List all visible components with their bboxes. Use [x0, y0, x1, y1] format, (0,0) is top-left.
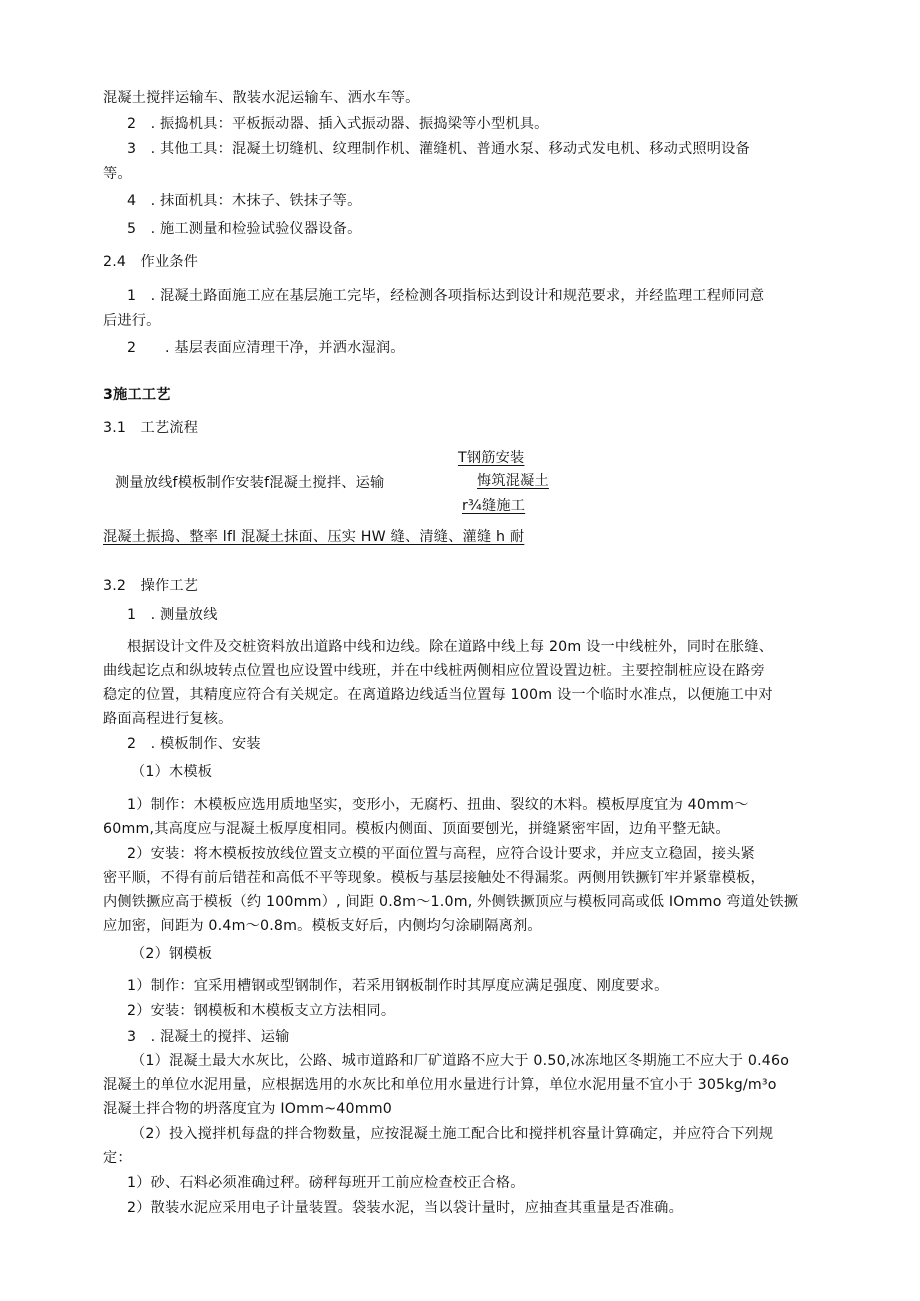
flow-step: r¾缝施工 — [462, 498, 526, 514]
paragraph-line: 路面高程进行复核。 — [103, 711, 233, 727]
section-heading: 3.1 工艺流程 — [103, 420, 199, 436]
text-line: 后进行。 — [103, 313, 161, 329]
paragraph-line: 内侧铁撅应高于模板（约 100mm）, 间距 0.8m～1.0m, 外侧铁撅顶应与模板同高或低 IOmmo 弯道处铁撅 — [103, 894, 799, 910]
sub-heading: （1）木模板 — [131, 764, 213, 780]
list-item: 2 . 振捣机具：平板振动器、插入式振动器、振捣梁等小型机具。 — [127, 116, 549, 132]
paragraph-line: 混凝土拌合物的坍落度宜为 IOmm~40mm0 — [103, 1101, 392, 1117]
paragraph-line: 2）安装：将木模板按放线位置支立模的平面位置与高程，应符合设计要求，并应支立稳固，接头紧 — [127, 846, 755, 862]
paragraph-line: 根据设计文件及交桩资料放出道路中线和边线。除在道路中线上每 20m 设一中线桩外，同时在胀缝、 — [127, 639, 774, 655]
paragraph-line: 应加密，间距为 0.4m～0.8m。模板支好后，内侧均匀涂刷隔离剂。 — [103, 918, 542, 934]
list-item: 1 . 测量放线 — [127, 607, 218, 623]
chapter-heading: 3施工工艺 — [103, 387, 171, 403]
flow-step: 测量放线f模板制作安装f混凝土搅拌、运输 — [115, 475, 385, 491]
flow-step: 混凝土振捣、整率 lfl 混凝土抹面、压实 HW 缝、清缝、灌缝 h 耐 — [103, 529, 525, 545]
list-item: 2 . 基层表面应清理干净，并洒水湿润。 — [127, 340, 405, 356]
paragraph-line: 定： — [103, 1150, 132, 1166]
list-item: 4 . 抹面机具：木抹子、铁抹子等。 — [127, 193, 362, 209]
text-line: 混凝土搅拌运输车、散装水泥运输车、洒水车等。 — [103, 90, 420, 106]
section-heading: 2.4 作业条件 — [103, 254, 199, 270]
list-item: 2 . 模板制作、安装 — [127, 736, 261, 752]
list-item: 1 . 混凝土路面施工应在基层施工完毕，经检测各项指标达到设计和规范要求，并经监理工程师同意 — [127, 288, 765, 304]
paragraph-line: 1）砂、石料必须准确过秤。磅秤每班开工前应检查校正合格。 — [127, 1175, 525, 1191]
paragraph-line: 2）散装水泥应采用电子计量装置。袋装水泥，当以袋计量时，应抽查其重量是否准确。 — [127, 1200, 683, 1216]
flow-step: 悔筑混凝土 — [477, 473, 549, 489]
paragraph-line: 密平顺，不得有前后错茬和高低不平等现象。模板与基层接触处不得漏浆。两侧用铁撅钉牢并紧靠模板， — [103, 870, 765, 886]
paragraph-line: 混凝土的单位水泥用量，应根据选用的水灰比和单位用水量进行计算，单位水泥用量不宜小于 305kg∕m³o — [103, 1077, 777, 1093]
flow-step: T钢筋安装 — [458, 450, 525, 466]
sub-heading: （2）钢模板 — [131, 946, 213, 962]
list-item: 5 . 施工测量和检验试验仪器设备。 — [127, 221, 362, 237]
text-line: 等。 — [103, 166, 132, 182]
paragraph-line: 60mm,其高度应与混凝土板厚度相同。模板内侧面、顶面要刨光，拼缝紧密牢固，边角平整无缺。 — [103, 821, 730, 837]
paragraph-line: 2）安装：钢模板和木模板支立方法相同。 — [127, 1003, 396, 1019]
paragraph-line: 曲线起讫点和纵坡转点位置也应设置中线班，并在中线桩两侧相应位置设置边桩。主要控制桩应设在路旁 — [103, 663, 765, 679]
paragraph-line: （1）混凝土最大水灰比，公路、城市道路和厂矿道路不应大于 0.50,冰冻地区冬期施工不应大于 0.46o — [131, 1053, 790, 1069]
paragraph-line: （2）投入搅拌机每盘的拌合物数量，应按混凝土施工配合比和搅拌机容量计算确定，并应符合下列规 — [131, 1126, 774, 1142]
section-heading: 3.2 操作工艺 — [103, 578, 199, 594]
paragraph-line: 1）制作：宜采用槽钢或型钢制作，若采用钢板制作时其厚度应满足强度、刚度要求。 — [127, 978, 669, 994]
paragraph-line: 1）制作：木模板应选用质地坚实，变形小，无腐朽、扭曲、裂纹的木料。模板厚度宜为 40mm～ — [127, 797, 749, 813]
list-item: 3 . 混凝土的搅拌、运输 — [127, 1029, 290, 1045]
paragraph-line: 稳定的位置，其精度应符合有关规定。在离道路边线适当位置每 100m 设一个临时水准点，以便施工中对 — [103, 687, 773, 703]
list-item: 3 . 其他工具：混凝土切缝机、纹理制作机、灌缝机、普通水泵、移动式发电机、移动式照明设备 — [127, 141, 750, 157]
